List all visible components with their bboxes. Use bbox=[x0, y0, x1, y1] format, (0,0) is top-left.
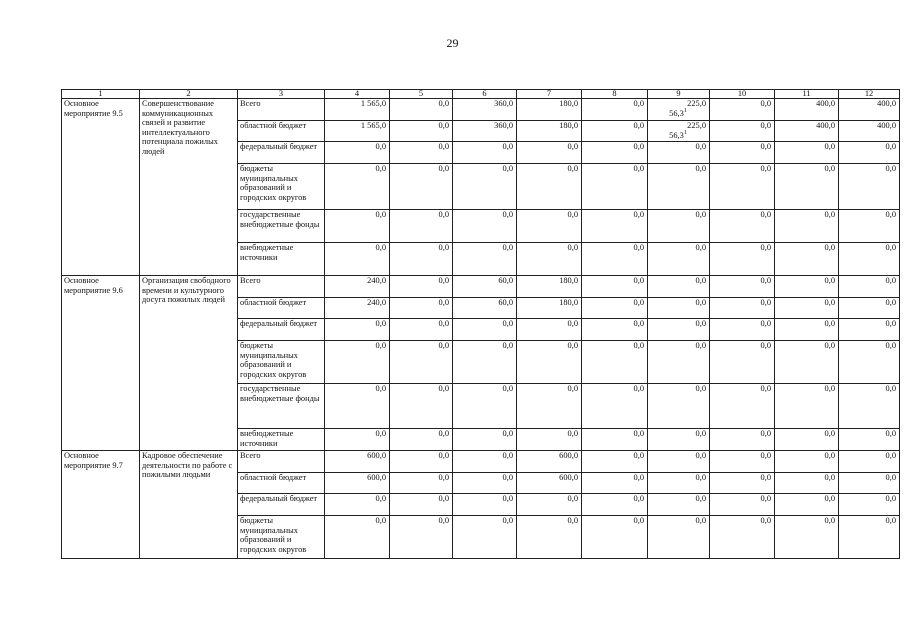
amount-cell: 0,0 bbox=[390, 243, 453, 276]
amount-cell: 180,0 bbox=[517, 99, 582, 121]
footnote-value: 56,3 bbox=[669, 130, 684, 140]
amount-cell: 0,0 bbox=[710, 276, 775, 298]
column-number: 9 bbox=[648, 90, 710, 99]
amount-cell: 0,0 bbox=[775, 516, 839, 559]
amount-cell: 0,0 bbox=[390, 121, 453, 142]
amount-value: 225,0 bbox=[687, 99, 706, 108]
amount-cell: 400,0 bbox=[775, 121, 839, 142]
amount-cell: 0,0 bbox=[582, 319, 648, 341]
amount-cell: 0,0 bbox=[648, 142, 710, 164]
amount-cell: 0,0 bbox=[582, 121, 648, 142]
amount-cell: 0,0 bbox=[582, 164, 648, 210]
amount-cell: 0,0 bbox=[839, 298, 900, 319]
amount-cell: 0,0 bbox=[839, 451, 900, 473]
amount-cell: 600,0 bbox=[325, 473, 390, 494]
funding-source: федеральный бюджет bbox=[238, 142, 325, 164]
amount-cell: 0,0 bbox=[325, 341, 390, 384]
amount-cell: 0,0 bbox=[582, 516, 648, 559]
amount-cell: 0,0 bbox=[648, 516, 710, 559]
activity-description: Совершенствование коммуникационных связей и развитие интеллектуального потенциала пожилых людей bbox=[140, 99, 238, 276]
amount-cell: 0,0 bbox=[839, 243, 900, 276]
page-number: 29 bbox=[446, 36, 459, 50]
amount-cell: 400,0 bbox=[839, 121, 900, 142]
amount-cell: 0,0 bbox=[453, 319, 517, 341]
funding-source: Всего bbox=[238, 99, 325, 121]
amount-cell: 0,0 bbox=[710, 516, 775, 559]
amount-cell: 0,0 bbox=[839, 516, 900, 559]
funding-row bbox=[62, 276, 900, 298]
amount-cell: 0,0 bbox=[648, 429, 710, 451]
activity-description: Организация свободного времени и культурного досуга пожилых людей bbox=[140, 276, 238, 451]
amount-cell: 0,0 bbox=[390, 99, 453, 121]
amount-cell: 0,0 bbox=[517, 210, 582, 243]
amount-cell: 360,0 bbox=[453, 121, 517, 142]
amount-footnote bbox=[650, 109, 706, 119]
amount-cell: 0,0 bbox=[390, 276, 453, 298]
amount-cell: 0,0 bbox=[648, 319, 710, 341]
activity-name: Основное мероприятие 9.7 bbox=[62, 451, 140, 559]
amount-cell: 0,0 bbox=[582, 473, 648, 494]
funding-source: внебюджетные источники bbox=[238, 243, 325, 276]
amount-cell: 0,0 bbox=[839, 142, 900, 164]
column-number: 2 bbox=[140, 90, 238, 99]
amount-cell: 0,0 bbox=[517, 142, 582, 164]
amount-cell: 0,0 bbox=[325, 429, 390, 451]
amount-cell: 0,0 bbox=[775, 164, 839, 210]
amount-cell: 0,0 bbox=[648, 298, 710, 319]
amount-cell: 0,0 bbox=[390, 429, 453, 451]
amount-cell: 0,0 bbox=[390, 451, 453, 473]
footnote-value: 56,3 bbox=[669, 108, 684, 118]
amount-cell: 0,0 bbox=[839, 210, 900, 243]
amount-footnote bbox=[650, 131, 706, 141]
column-number: 11 bbox=[775, 90, 839, 99]
amount-cell: 0,0 bbox=[517, 516, 582, 559]
amount-cell: 1 565,0 bbox=[325, 121, 390, 142]
amount-cell: 0,0 bbox=[710, 210, 775, 243]
funding-source: федеральный бюджет bbox=[238, 319, 325, 341]
amount-cell: 0,0 bbox=[582, 99, 648, 121]
amount-cell: 180,0 bbox=[517, 121, 582, 142]
column-number: 7 bbox=[517, 90, 582, 99]
amount-cell: 0,0 bbox=[710, 298, 775, 319]
amount-cell: 0,0 bbox=[517, 429, 582, 451]
amount-cell: 0,0 bbox=[775, 494, 839, 516]
funding-source: Всего bbox=[238, 276, 325, 298]
amount-cell: 60,0 bbox=[453, 276, 517, 298]
amount-cell: 0,0 bbox=[710, 473, 775, 494]
amount-cell: 0,0 bbox=[775, 243, 839, 276]
column-number: 12 bbox=[839, 90, 900, 99]
column-number: 8 bbox=[582, 90, 648, 99]
amount-cell: 0,0 bbox=[453, 494, 517, 516]
amount-cell: 0,0 bbox=[710, 384, 775, 429]
amount-cell: 0,0 bbox=[390, 473, 453, 494]
amount-cell: 0,0 bbox=[517, 494, 582, 516]
footnote-marker: 1 bbox=[683, 107, 687, 114]
amount-cell: 0,0 bbox=[839, 494, 900, 516]
amount-cell: 0,0 bbox=[453, 142, 517, 164]
amount-cell: 0,0 bbox=[582, 243, 648, 276]
amount-cell: 0,0 bbox=[390, 494, 453, 516]
amount-cell: 0,0 bbox=[775, 429, 839, 451]
amount-cell: 0,0 bbox=[648, 451, 710, 473]
amount-cell: 0,0 bbox=[453, 210, 517, 243]
amount-cell: 0,0 bbox=[390, 341, 453, 384]
activity-name: Основное мероприятие 9.6 bbox=[62, 276, 140, 451]
funding-source: федеральный бюджет bbox=[238, 494, 325, 516]
amount-cell: 400,0 bbox=[839, 99, 900, 121]
amount-cell: 0,0 bbox=[775, 473, 839, 494]
amount-cell: 0,0 bbox=[775, 298, 839, 319]
column-number: 6 bbox=[453, 90, 517, 99]
amount-cell: 0,0 bbox=[775, 451, 839, 473]
activity-name: Основное мероприятие 9.5 bbox=[62, 99, 140, 276]
amount-cell: 600,0 bbox=[517, 473, 582, 494]
amount-cell: 0,0 bbox=[517, 341, 582, 384]
amount-cell: 0,0 bbox=[582, 429, 648, 451]
amount-cell: 0,0 bbox=[839, 341, 900, 384]
funding-row bbox=[62, 99, 900, 121]
amount-cell: 0,0 bbox=[710, 164, 775, 210]
amount-cell: 0,0 bbox=[325, 319, 390, 341]
footnote-marker: 1 bbox=[683, 129, 687, 136]
amount-cell: 0,0 bbox=[710, 243, 775, 276]
amount-cell: 0,0 bbox=[839, 164, 900, 210]
amount-cell: 0,0 bbox=[582, 494, 648, 516]
funding-source: государственные внебюджетные фонды bbox=[238, 210, 325, 243]
amount-cell: 0,0 bbox=[710, 99, 775, 121]
amount-cell: 0,0 bbox=[775, 319, 839, 341]
amount-cell: 0,0 bbox=[648, 243, 710, 276]
amount-cell: 0,0 bbox=[325, 243, 390, 276]
amount-cell: 0,0 bbox=[453, 243, 517, 276]
amount-cell: 0,0 bbox=[517, 384, 582, 429]
amount-cell: 0,0 bbox=[390, 210, 453, 243]
funding-source: бюджеты муниципальных образований и городских округов bbox=[238, 164, 325, 210]
amount-cell: 0,0 bbox=[710, 319, 775, 341]
amount-cell: 0,0 bbox=[710, 142, 775, 164]
amount-cell: 240,0 bbox=[325, 276, 390, 298]
amount-cell: 0,0 bbox=[710, 341, 775, 384]
funding-source: областной бюджет bbox=[238, 298, 325, 319]
amount-cell: 0,0 bbox=[325, 210, 390, 243]
amount-cell: 0,0 bbox=[453, 473, 517, 494]
amount-cell: 0,0 bbox=[648, 164, 710, 210]
amount-cell: 600,0 bbox=[517, 451, 582, 473]
amount-cell: 0,0 bbox=[648, 384, 710, 429]
amount-cell: 0,0 bbox=[390, 164, 453, 210]
column-number: 3 bbox=[238, 90, 325, 99]
funding-source: Всего bbox=[238, 451, 325, 473]
amount-cell: 0,0 bbox=[582, 384, 648, 429]
amount-cell: 0,0 bbox=[325, 384, 390, 429]
amount-cell: 180,0 bbox=[517, 298, 582, 319]
amount-cell: 0,0 bbox=[390, 516, 453, 559]
amount-cell: 0,0 bbox=[517, 243, 582, 276]
amount-cell: 60,0 bbox=[453, 298, 517, 319]
amount-cell: 0,0 bbox=[325, 164, 390, 210]
funding-source: областной бюджет bbox=[238, 473, 325, 494]
amount-cell: 1 565,0 bbox=[325, 99, 390, 121]
amount-cell: 0,0 bbox=[453, 384, 517, 429]
amount-cell: 0,0 bbox=[775, 276, 839, 298]
amount-cell bbox=[648, 121, 710, 142]
amount-cell: 0,0 bbox=[390, 142, 453, 164]
column-number: 5 bbox=[390, 90, 453, 99]
amount-cell: 0,0 bbox=[775, 341, 839, 384]
amount-cell: 0,0 bbox=[648, 276, 710, 298]
amount-cell: 360,0 bbox=[453, 99, 517, 121]
column-number: 10 bbox=[710, 90, 775, 99]
amount-cell: 0,0 bbox=[390, 319, 453, 341]
column-number-row bbox=[62, 90, 900, 99]
funding-row bbox=[62, 451, 900, 473]
funding-source: внебюджетные источники bbox=[238, 429, 325, 451]
activity-description: Кадровое обеспечение деятельности по работе с пожилыми людьми bbox=[140, 451, 238, 559]
amount-value: 225,0 bbox=[687, 121, 706, 130]
amount-cell: 0,0 bbox=[648, 210, 710, 243]
amount-cell: 0,0 bbox=[839, 473, 900, 494]
amount-cell: 0,0 bbox=[325, 516, 390, 559]
amount-cell: 0,0 bbox=[710, 451, 775, 473]
amount-cell: 0,0 bbox=[839, 429, 900, 451]
amount-cell: 0,0 bbox=[775, 142, 839, 164]
amount-cell: 0,0 bbox=[453, 341, 517, 384]
column-number: 1 bbox=[62, 90, 140, 99]
funding-source: государственные внебюджетные фонды bbox=[238, 384, 325, 429]
amount-cell: 0,0 bbox=[582, 276, 648, 298]
amount-cell: 0,0 bbox=[648, 341, 710, 384]
amount-cell bbox=[648, 99, 710, 121]
amount-cell: 0,0 bbox=[517, 164, 582, 210]
amount-cell: 0,0 bbox=[582, 142, 648, 164]
column-number: 4 bbox=[325, 90, 390, 99]
amount-cell: 0,0 bbox=[839, 384, 900, 429]
amount-cell: 600,0 bbox=[325, 451, 390, 473]
amount-cell: 0,0 bbox=[453, 429, 517, 451]
amount-cell: 0,0 bbox=[453, 451, 517, 473]
amount-cell: 0,0 bbox=[582, 341, 648, 384]
amount-cell: 0,0 bbox=[453, 516, 517, 559]
amount-cell: 0,0 bbox=[582, 451, 648, 473]
amount-cell: 0,0 bbox=[325, 494, 390, 516]
budget-table bbox=[61, 89, 900, 559]
amount-cell: 0,0 bbox=[582, 298, 648, 319]
amount-cell: 0,0 bbox=[839, 276, 900, 298]
amount-cell: 0,0 bbox=[710, 494, 775, 516]
amount-cell: 240,0 bbox=[325, 298, 390, 319]
funding-source: областной бюджет bbox=[238, 121, 325, 142]
funding-source: бюджеты муниципальных образований и городских округов bbox=[238, 341, 325, 384]
amount-cell: 0,0 bbox=[390, 298, 453, 319]
amount-cell: 0,0 bbox=[775, 384, 839, 429]
amount-cell: 0,0 bbox=[648, 494, 710, 516]
funding-source: бюджеты муниципальных образований и городских округов bbox=[238, 516, 325, 559]
amount-cell: 0,0 bbox=[390, 384, 453, 429]
amount-cell: 0,0 bbox=[648, 473, 710, 494]
amount-cell: 0,0 bbox=[325, 142, 390, 164]
amount-cell: 0,0 bbox=[710, 429, 775, 451]
amount-cell: 0,0 bbox=[453, 164, 517, 210]
amount-cell: 400,0 bbox=[775, 99, 839, 121]
amount-cell: 0,0 bbox=[582, 210, 648, 243]
amount-cell: 0,0 bbox=[839, 319, 900, 341]
amount-cell: 0,0 bbox=[517, 319, 582, 341]
amount-cell: 0,0 bbox=[710, 121, 775, 142]
amount-cell: 180,0 bbox=[517, 276, 582, 298]
amount-cell: 0,0 bbox=[775, 210, 839, 243]
